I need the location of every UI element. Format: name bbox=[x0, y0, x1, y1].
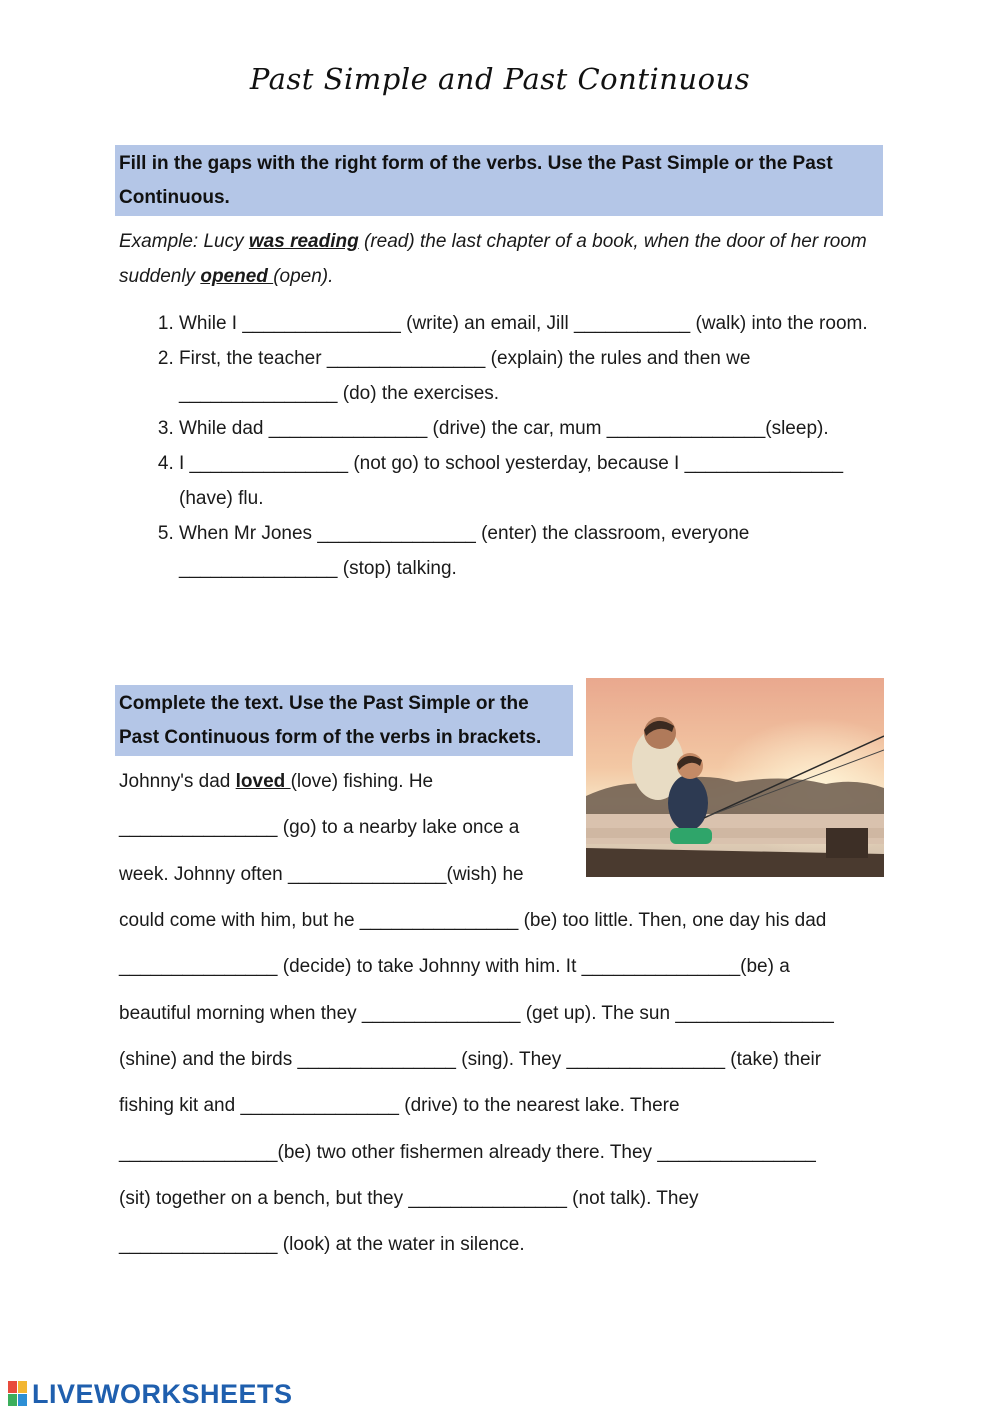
exercise-item-5: 5. When Mr Jones _______________ (enter) the classroom, everyone _______________ (stop) talking. bbox=[179, 516, 879, 586]
page-title: Past Simple and Past Continuous bbox=[249, 62, 751, 96]
story-line-6: beautiful morning when they _______________ (get up). The sun _______________ bbox=[119, 1003, 834, 1024]
story-line-5: _______________ (decide) to take Johnny with him. It _______________(be) a bbox=[119, 956, 790, 977]
story-line-4: could come with him, but he _______________ (be) too little. Then, one day his dad bbox=[119, 910, 827, 931]
story-line-8: fishing kit and _______________ (drive) to the nearest lake. There bbox=[119, 1095, 680, 1116]
footer-brand[interactable] bbox=[8, 1378, 293, 1410]
story-line-2: _______________ (go) to a nearby lake once a bbox=[119, 817, 520, 838]
exercise-item-3: 3. While dad _______________ (drive) the car, mum _______________(sleep). bbox=[179, 411, 879, 446]
example-mid: (read) the last chapter of a book, when the door of her room suddenly bbox=[119, 231, 867, 287]
example-answer-2: opened bbox=[200, 266, 274, 287]
exercise-item-2: 2. First, the teacher _______________ (explain) the rules and then we _______________ (do) the exercises. bbox=[179, 341, 879, 411]
story-line-11: _______________ (look) at the water in silence. bbox=[119, 1234, 525, 1255]
instruction-band-1: Fill in the gaps with the right form of the verbs. Use the Past Simple or the Past Continuous. bbox=[115, 145, 883, 216]
story-line-3: week. Johnny often _______________(wish) he bbox=[119, 864, 524, 885]
exercise-list bbox=[119, 306, 879, 586]
example-answer-1: was reading bbox=[248, 231, 359, 252]
story-line-1 bbox=[119, 770, 889, 794]
story-line-1-prefix: Johnny's dad bbox=[119, 771, 236, 792]
example-suffix: (open). bbox=[273, 266, 334, 287]
story-line-1-suffix: (love) fishing. He bbox=[290, 771, 434, 792]
story-line-10: (sit) together on a bench, but they _______________ (not talk). They bbox=[119, 1188, 699, 1209]
exercise-item-4: 4. I _______________ (not go) to school yesterday, because I _______________ (have) flu. bbox=[179, 446, 879, 516]
example-prefix: Example: Lucy bbox=[119, 231, 249, 252]
liveworksheets-logo-icon bbox=[8, 1381, 28, 1407]
brand-name: LIVEWORKSHEETS bbox=[32, 1378, 293, 1409]
example-sentence bbox=[119, 224, 884, 294]
story-line-9: _______________(be) two other fishermen already there. They _______________ bbox=[119, 1142, 816, 1163]
exercise-item-1: 1. While I _______________ (write) an email, Jill ___________ (walk) into the room. bbox=[179, 306, 879, 341]
instruction-band-2: Complete the text. Use the Past Simple or the Past Continuous form of the verbs in brackets. bbox=[115, 685, 573, 756]
story-line-7: (shine) and the birds _______________ (sing). They _______________ (take) their bbox=[119, 1049, 822, 1070]
story-answer-loved: loved bbox=[235, 771, 291, 792]
